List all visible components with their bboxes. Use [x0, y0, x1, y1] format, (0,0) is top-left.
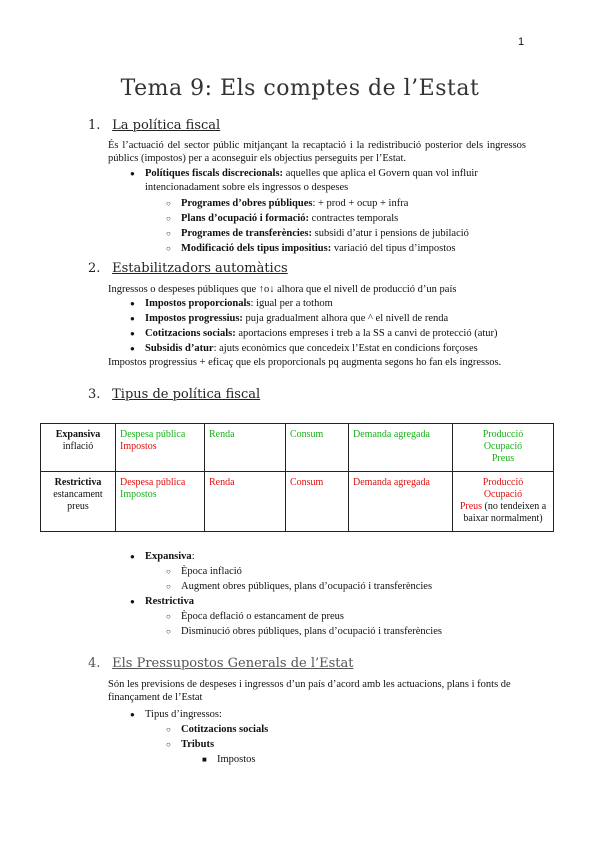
circle-bullet-icon: ○ — [166, 199, 171, 208]
bullet-text: : — [191, 551, 195, 562]
section-title: La política fiscal — [112, 118, 221, 133]
bullet-dot-icon: ● — [130, 169, 135, 178]
bullet-item — [130, 327, 498, 341]
cell-value: Ocupació — [483, 489, 523, 500]
circle-bullet-icon: ○ — [166, 627, 171, 636]
section-2-intro: Ingressos o despeses públiques que ↑o↓ alhora que el nivell de producció d’un país — [108, 284, 457, 295]
cell-note: (no tendeixen a baixar normalment) — [463, 501, 547, 524]
bullet-text: aportacions empreses i treb a la SS a canvi de protecció (atur) — [235, 328, 498, 339]
page-number: 1 — [518, 36, 525, 48]
sub-bullet-item — [166, 723, 269, 737]
bullet-item — [130, 312, 449, 326]
square-bullet-icon: ■ — [202, 755, 207, 764]
table-cell: Consum — [286, 472, 349, 532]
section-1-intro: És l’actuació del sector públic mitjançant la recaptació i la redistribució posterior dels ingressos públics (impostos) per a aconseguir els objectius perseguits per l’Estat. — [108, 140, 526, 164]
cell-value: Impostos — [120, 489, 157, 500]
sub-text: : + prod + ocup + infra — [312, 198, 409, 209]
sub-bullet-item — [166, 580, 433, 594]
bullet-item — [130, 342, 478, 356]
row-desc: inflació — [62, 441, 94, 452]
cell-value: Producció — [482, 429, 524, 440]
bullet-bold: Impostos proporcionals — [145, 298, 251, 309]
circle-bullet-icon: ○ — [166, 214, 171, 223]
sub-bullet-item — [166, 227, 469, 241]
circle-bullet-icon: ○ — [166, 582, 171, 591]
cell-value: Preus — [491, 453, 515, 464]
sub-text: Augment obres públiques, plans d’ocupació i transferències — [181, 581, 433, 592]
table-cell: Renda — [205, 472, 286, 532]
bullet-dot-icon: ● — [130, 299, 135, 308]
page-title: Tema 9: Els comptes de l’Estat — [120, 76, 480, 101]
cell-value: Producció — [482, 477, 524, 488]
row-desc: estancament preus — [53, 489, 103, 512]
bullet-item — [130, 550, 195, 564]
section-number: 4. — [88, 656, 101, 671]
circle-bullet-icon: ○ — [166, 229, 171, 238]
sub-text: subsidi d’atur i pensions de jubilació — [312, 228, 469, 239]
sub-bold: Modificació dels tipus impositius: — [181, 243, 332, 254]
sub-text: contractes temporals — [309, 213, 399, 224]
sub-text: variació del tipus d’impostos — [331, 243, 456, 254]
sub-bullet-item — [166, 738, 215, 752]
bullet-bold: Subsidis d’atur — [145, 343, 214, 354]
sub-bold: Cotitzacions socials — [181, 724, 269, 735]
table-cell — [116, 472, 205, 532]
cell-value: Ocupació — [483, 441, 523, 452]
sub-bullet-item — [166, 565, 242, 579]
section-2-outro: Impostos progressius + eficaç que els proporcionals pq augmenta segons ho fan els ingressos. — [108, 357, 502, 368]
sub-bullet-item — [166, 212, 399, 226]
bullet-bold: Cotitzacions socials: — [145, 328, 236, 339]
circle-bullet-icon: ○ — [166, 725, 171, 734]
bullet-item — [130, 297, 333, 311]
table-cell — [41, 424, 116, 472]
circle-bullet-icon: ○ — [166, 612, 171, 621]
table-row — [41, 424, 554, 472]
bullet-bold: Impostos progressius: — [145, 313, 243, 324]
table-cell — [41, 472, 116, 532]
bullet-bold: Expansiva — [145, 551, 192, 562]
bullet-item — [130, 167, 527, 195]
bullet-dot-icon: ● — [130, 329, 135, 338]
sub-bullet-item — [166, 197, 409, 211]
table-cell: Demanda agregada — [349, 472, 453, 532]
sub-text: Època deflació o estancament de preus — [181, 611, 344, 622]
bullet-item — [130, 595, 194, 609]
section-number: 2. — [88, 261, 101, 276]
section-title: Estabilitzadors automàtics — [112, 261, 288, 276]
bullet-text: : igual per a tothom — [250, 298, 333, 309]
sub-sub-bullet-item — [202, 753, 256, 767]
cell-value: Despesa pública — [120, 429, 186, 440]
sub-bullet-item — [166, 242, 456, 256]
section-number: 1. — [88, 118, 101, 133]
section-title: Tipus de política fiscal — [112, 387, 261, 402]
cell-value: Impostos — [120, 441, 157, 452]
table-cell: Demanda agregada — [349, 424, 453, 472]
cell-value: Despesa pública — [120, 477, 186, 488]
row-name: Expansiva — [55, 429, 101, 440]
sub-text: Disminució obres públiques, plans d’ocupació i transferències — [181, 626, 442, 637]
row-name: Restrictiva — [54, 477, 102, 488]
bullet-dot-icon: ● — [130, 710, 135, 719]
sub-bullet-item — [166, 610, 344, 624]
bullet-text: Tipus d’ingressos: — [145, 709, 222, 720]
table-cell — [453, 424, 554, 472]
section-1-heading — [88, 118, 220, 133]
sub-sub-text: Impostos — [217, 754, 256, 765]
bullet-bold: Polítiques fiscals discrecionals: — [145, 168, 284, 179]
table-row — [41, 472, 554, 532]
bullet-dot-icon: ● — [130, 597, 135, 606]
table-cell — [116, 424, 205, 472]
bullet-text: : ajuts econòmics que concedeix l’Estat en condicions forçoses — [213, 343, 478, 354]
circle-bullet-icon: ○ — [166, 567, 171, 576]
table-cell — [453, 472, 554, 532]
circle-bullet-icon: ○ — [166, 740, 171, 749]
sub-bullet-item — [166, 625, 442, 639]
fiscal-policy-table — [40, 423, 554, 532]
table-cell: Consum — [286, 424, 349, 472]
bullet-item — [130, 708, 222, 722]
section-title: Els Pressupostos Generals de l’Estat — [112, 656, 354, 671]
bullet-dot-icon: ● — [130, 314, 135, 323]
sub-bold: Programes d’obres públiques — [181, 198, 313, 209]
bullet-text: puja gradualment alhora que ^ el nivell de renda — [242, 313, 449, 324]
sub-bold: Programes de transferències: — [181, 228, 313, 239]
bullet-dot-icon: ● — [130, 344, 135, 353]
sub-bold: Plans d’ocupació i formació: — [181, 213, 310, 224]
section-2-heading — [88, 261, 288, 276]
section-number: 3. — [88, 387, 101, 402]
section-4-heading — [88, 656, 354, 671]
circle-bullet-icon: ○ — [166, 244, 171, 253]
sub-text: Època inflació — [181, 566, 242, 577]
sub-bold: Tributs — [181, 739, 215, 750]
section-4-intro: Són les previsions de despeses i ingressos d’un país d’acord amb les actuacions, plans i fonts de finançament de l’Estat — [108, 679, 511, 703]
section-3-heading — [88, 387, 260, 402]
bullet-bold: Restrictiva — [145, 596, 194, 607]
bullet-text: aquelles que aplica el Govern quan vol influir intencionadament sobre els ingressos o despeses — [145, 168, 478, 193]
table-cell: Renda — [205, 424, 286, 472]
cell-value: Preus — [459, 501, 483, 512]
bullet-dot-icon: ● — [130, 552, 135, 561]
